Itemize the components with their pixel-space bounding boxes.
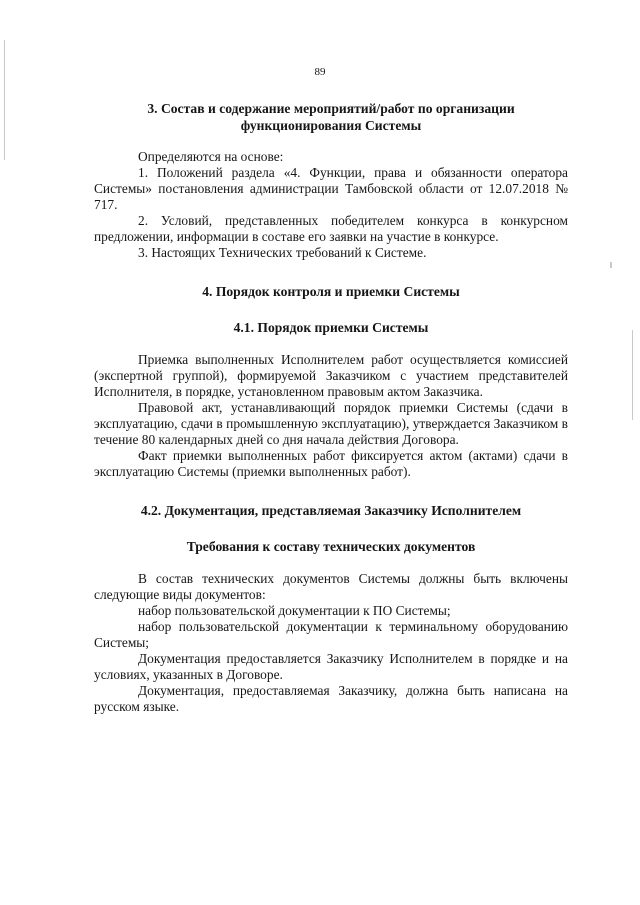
section3-item1: 1. Положений раздела «4. Функции, права и обязанности оператора Системы» постановления администрации Тамбовской области от 12.07.2018 № 717.: [94, 165, 568, 212]
section41-paragraph1: Приемка выполненных Исполнителем работ осуществляется комиссией (экспертной группой), формируемой Заказчиком с участием представителей Исполнителя, в порядке, установленном правовым актом Заказчика.: [94, 352, 568, 399]
section42-paragraph2: Документация предоставляется Заказчику Исполнителем в порядке и на условиях, указанных в Договоре.: [94, 651, 568, 682]
section42-paragraph3: Документация, предоставляемая Заказчику, должна быть написана на русском языке.: [94, 683, 568, 714]
section41-paragraph3: Факт приемки выполненных работ фиксируется актом (актами) сдачи в эксплуатацию Системы (приемки выполненных работ).: [94, 448, 568, 479]
section3-heading-line1: 3. Состав и содержание мероприятий/работ по организации: [147, 101, 515, 116]
section3-item3: 3. Настоящих Технических требований к Системе.: [138, 245, 427, 260]
section3-intro: Определяются на основе:: [138, 149, 284, 164]
page-number: 89: [314, 66, 326, 78]
section3-heading-line2: функционирования Системы: [240, 118, 422, 133]
scan-edge-mark: [610, 262, 612, 268]
section42-list-item2: набор пользовательской документации к терминальному оборудованию Системы;: [94, 619, 568, 650]
section42-heading: 4.2. Документация, представляемая Заказчику Исполнителем: [140, 503, 522, 518]
scan-edge-mark: [4, 40, 5, 160]
section42-subheading: Требования к составу технических документов: [186, 539, 476, 554]
document-body: [94, 100, 568, 715]
section4-heading: 4. Порядок контроля и приемки Системы: [202, 284, 460, 299]
section41-heading: 4.1. Порядок приемки Системы: [233, 320, 429, 335]
section41-paragraph2: Правовой акт, устанавливающий порядок приемки Системы (сдачи в эксплуатацию, сдачи в промышленную эксплуатацию), утверждается Заказчиком в течение 80 календарных дней со дня начала действия Договора.: [94, 400, 568, 447]
scan-edge-mark: [632, 330, 633, 420]
section42-paragraph1: В состав технических документов Системы должны быть включены следующие виды документов:: [94, 571, 568, 602]
section42-list-item1: набор пользовательской документации к ПО Системы;: [138, 603, 451, 618]
section3-item2: 2. Условий, представленных победителем конкурса в конкурсном предложении, информации в составе его заявки на участие в конкурсе.: [94, 213, 568, 244]
